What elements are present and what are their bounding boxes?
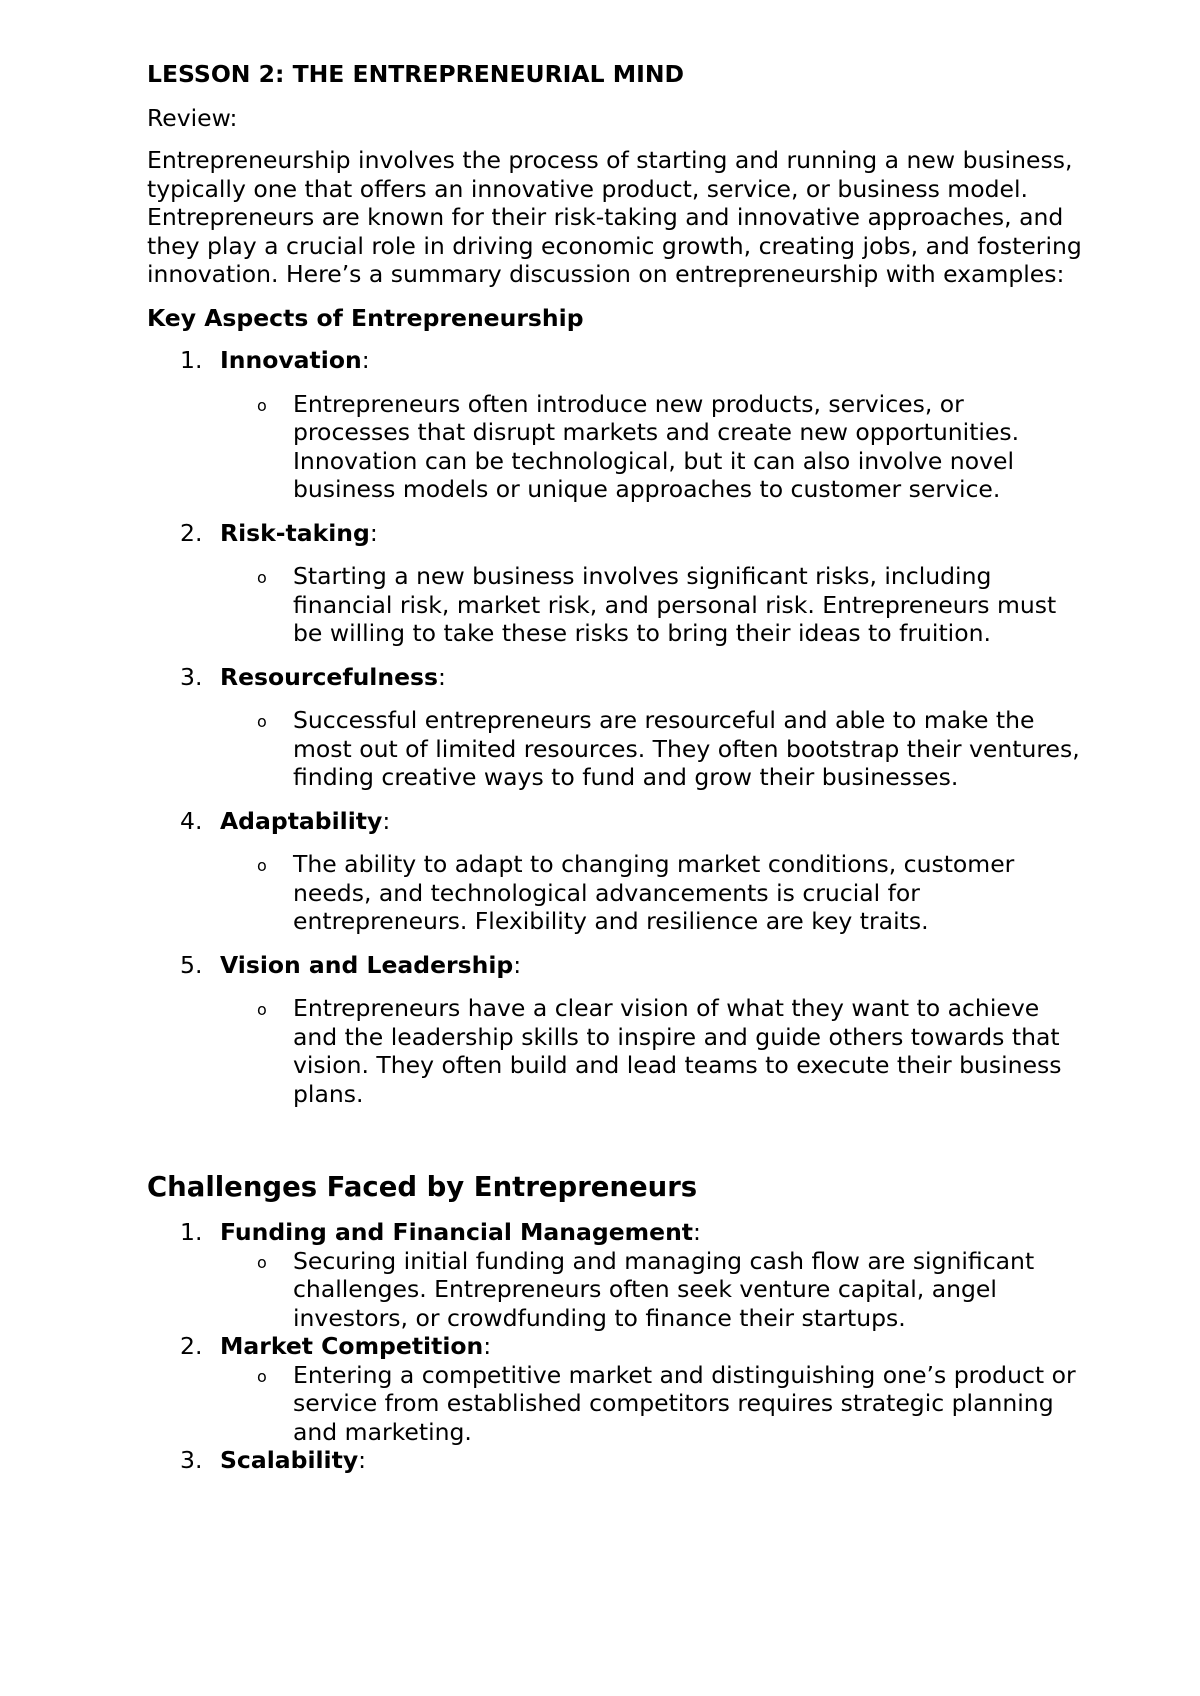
- list-item-detail: [147, 1247, 1087, 1333]
- challenges-heading: Challenges Faced by Entrepreneurs: [147, 1171, 698, 1203]
- list-item-heading: [147, 346, 1087, 375]
- list-item-detail: [147, 850, 1087, 936]
- item-colon: :: [361, 346, 370, 374]
- key-aspects-list: [147, 346, 1087, 1108]
- item-term: Market Competition: [220, 1332, 484, 1360]
- bullet-icon: o: [257, 1366, 267, 1386]
- item-number: 5.: [180, 950, 203, 979]
- list-item-heading: [147, 1332, 1087, 1361]
- item-term: Scalability: [220, 1446, 359, 1474]
- bullet-icon: o: [257, 395, 267, 415]
- item-colon: :: [358, 1446, 367, 1474]
- bullet-icon: o: [257, 856, 267, 875]
- item-text: Successful entrepreneurs are resourceful and able to make the most out of limited resources. They often bootstrap their ventures, finding creative ways to fund and grow their businesses.: [293, 706, 1080, 791]
- list-item-heading: [147, 1446, 1087, 1475]
- intro-paragraph: Entrepreneurship involves the process of starting and running a new business, typically one that offers an innovative product, service, or business model. Entrepreneurs are known for their risk-taking and innovative approaches, and they play a crucial role in driving economic growth, creating jobs, and fostering innovation. Here’s a summary discussion on entrepreneurship with examples:: [147, 146, 1082, 288]
- list-item-detail: [147, 562, 1087, 648]
- item-colon: :: [382, 806, 391, 835]
- item-term: Adaptability: [220, 806, 383, 835]
- item-term: Resourcefulness: [220, 662, 439, 691]
- item-colon: :: [693, 1218, 701, 1246]
- key-aspects-heading: Key Aspects of Entrepreneurship: [147, 303, 584, 332]
- item-colon: :: [438, 662, 446, 691]
- item-text: Securing initial funding and managing cash flow are significant challenges. Entrepreneurs often seek venture capital, angel investors, or crowdfunding to finance their startups.: [293, 1246, 1035, 1332]
- item-number: 3.: [180, 1446, 203, 1474]
- list-item-heading: [147, 951, 1087, 980]
- item-text: The ability to adapt to changing market conditions, customer needs, and technological advancements is crucial for entrepreneurs. Flexibility and resilience are key traits.: [293, 850, 1015, 935]
- list-item-heading: [147, 1218, 1087, 1247]
- item-number: 1.: [180, 1218, 203, 1246]
- document-page: [147, 60, 1087, 1475]
- item-number: 4.: [180, 806, 203, 835]
- item-text: Entering a competitive market and distinguishing one’s product or service from established competitors requires strategic planning and marketing.: [293, 1360, 1076, 1446]
- item-colon: :: [369, 518, 378, 547]
- list-item-heading: [147, 663, 1087, 692]
- item-number: 2.: [180, 1332, 203, 1360]
- bullet-icon: o: [257, 568, 267, 587]
- item-text: Starting a new business involves significant risks, including financial risk, market risk, and personal risk. Entrepreneurs must be willing to take these risks to bring their ideas to fruition.: [293, 562, 1057, 647]
- item-term: Vision and Leadership: [220, 950, 514, 979]
- item-term: Innovation: [220, 346, 362, 374]
- item-text: Entrepreneurs have a clear vision of what they want to achieve and the leadership skills to inspire and guide others towards that vision. They often build and lead teams to execute their business plans.: [293, 994, 1062, 1108]
- list-item-detail: [147, 706, 1087, 792]
- review-label: Review:: [147, 103, 238, 132]
- item-number: 1.: [180, 346, 203, 374]
- challenges-list: [147, 1218, 1087, 1475]
- item-term: Funding and Financial Management: [220, 1218, 694, 1246]
- bullet-icon: o: [257, 712, 267, 731]
- list-item-detail: [147, 1361, 1087, 1447]
- item-number: 2.: [180, 518, 203, 547]
- item-term: Risk-taking: [220, 518, 370, 547]
- item-number: 3.: [180, 662, 203, 691]
- bullet-icon: o: [257, 1252, 267, 1272]
- item-colon: :: [513, 950, 522, 979]
- list-item-heading: [147, 519, 1087, 548]
- list-item-detail: [147, 390, 1087, 504]
- list-item-heading: [147, 807, 1087, 836]
- item-text: Entrepreneurs often introduce new products, services, or processes that disrupt markets and create new opportunities. Innovation can be technological, but it can also involve novel business models or unique approaches to customer service.: [293, 389, 1020, 503]
- list-item-detail: [147, 994, 1087, 1108]
- bullet-icon: o: [257, 1000, 267, 1019]
- item-colon: :: [483, 1332, 492, 1360]
- lesson-title: LESSON 2: THE ENTREPRENEURIAL MIND: [147, 60, 685, 88]
